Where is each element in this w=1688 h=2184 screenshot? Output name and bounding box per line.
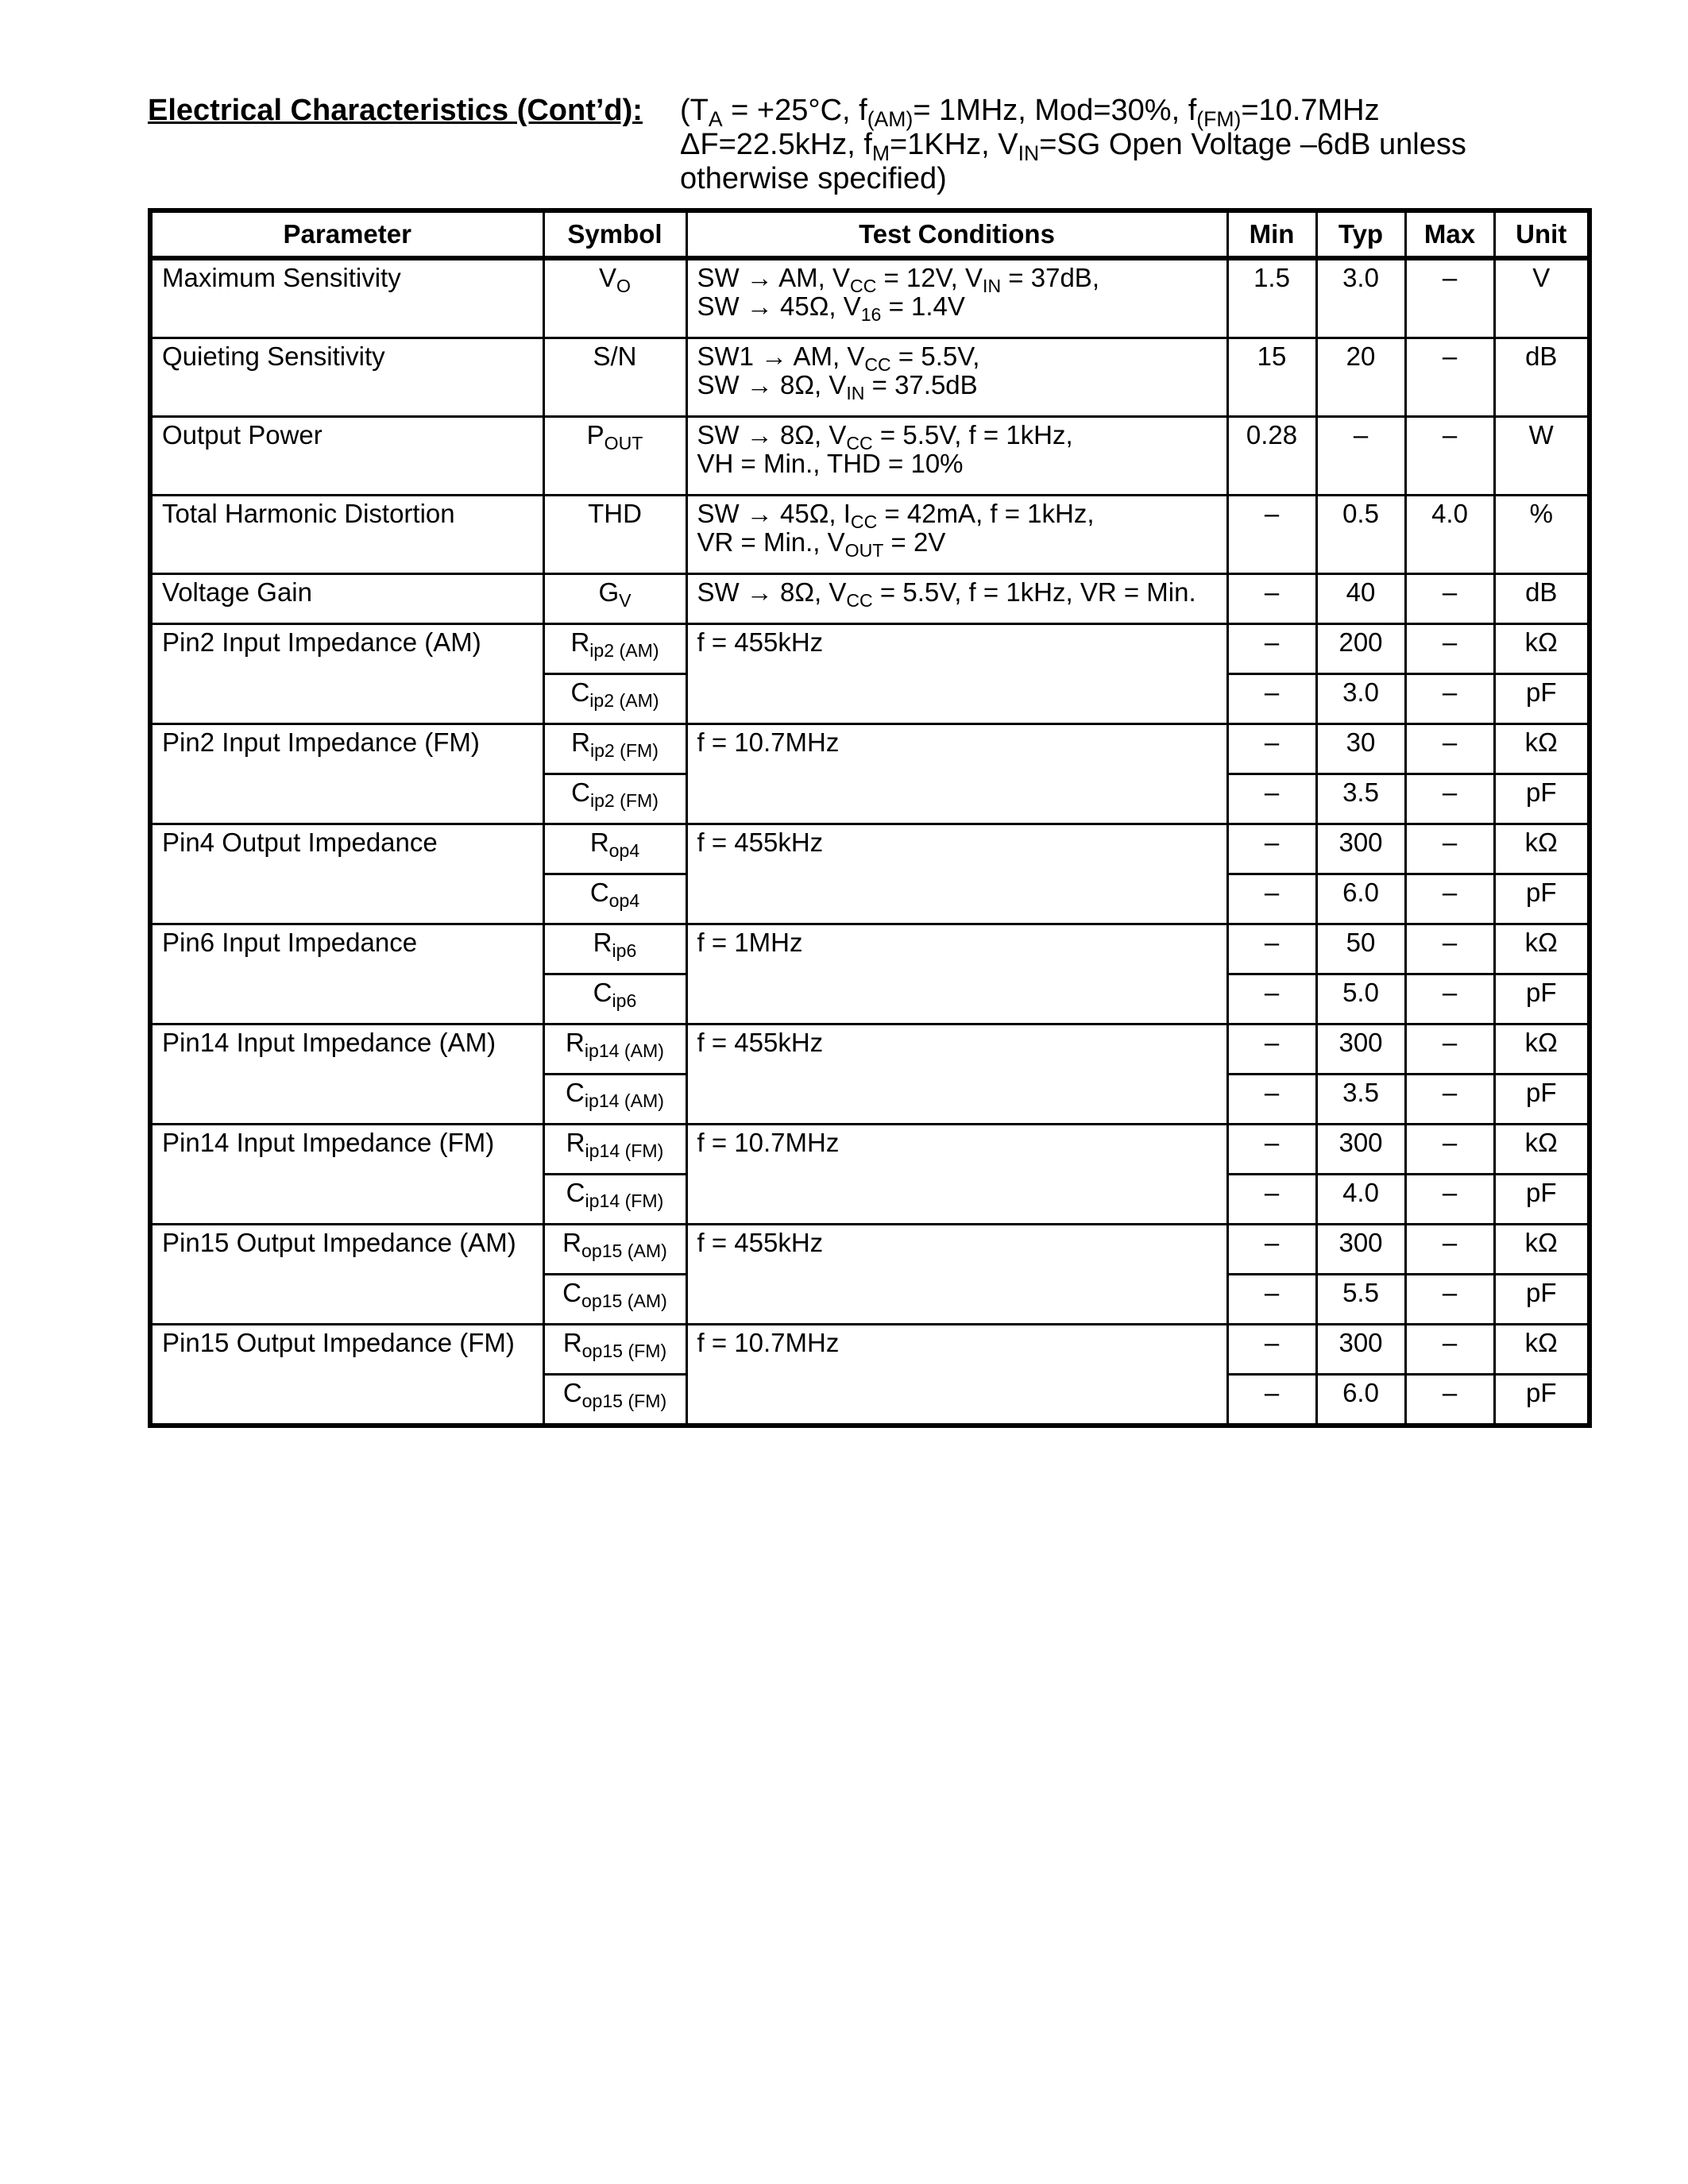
table-header-row [150,210,1590,258]
min-cell: 15 [1227,338,1316,417]
typ-cell: 3.5 [1316,1075,1405,1125]
parameter-cell: Maximum Sensitivity [150,258,543,338]
min-cell: – [1227,1125,1316,1175]
unit-cell: pF [1494,1175,1590,1225]
typ-cell: 200 [1316,624,1405,674]
min-cell: – [1227,1024,1316,1075]
condition-cell: f = 455kHz [686,1024,1227,1125]
max-cell: – [1405,1024,1494,1075]
table-row [150,496,1590,574]
unit-cell: % [1494,496,1590,574]
max-cell: – [1405,1325,1494,1375]
unit-cell: kΩ [1494,1225,1590,1275]
parameter-cell: Pin15 Output Impedance (FM) [150,1325,543,1426]
max-cell: – [1405,1075,1494,1125]
symbol-cell: $R_{op15 (AM)}$ [543,1225,686,1275]
typ-cell: 40 [1316,574,1405,624]
min-cell: – [1227,774,1316,824]
symbol-cell: $C_{ip14 (AM)}$ [543,1075,686,1125]
condition-line: SW → 45Ω, $I_{CC} = 42mA$, f = 1kHz, [697,499,1095,532]
condition-line: SW → 45Ω, $V_{16} = 1.4V$ [697,291,965,325]
typ-cell: 5.5 [1316,1275,1405,1325]
table-row [150,417,1590,496]
max-cell: – [1405,724,1494,774]
parameter-cell: Pin2 Input Impedance (AM) [150,624,543,724]
symbol-cell: $R_{ip2 (AM)}$ [543,624,686,674]
column-header: Test Conditions [686,210,1227,258]
max-cell: – [1405,574,1494,624]
table-row [150,258,1590,338]
symbol-cell: $C_{op15 (AM)}$ [543,1275,686,1325]
max-cell: – [1405,824,1494,874]
condition-cell: f = 455kHz [686,824,1227,924]
max-cell: – [1405,974,1494,1024]
symbol-cell: THD [543,496,686,574]
min-cell: – [1227,1275,1316,1325]
table-row [150,1325,1590,1375]
column-header: Parameter [150,210,543,258]
table-row [150,624,1590,674]
typ-cell: 3.0 [1316,258,1405,338]
typ-cell: 0.5 [1316,496,1405,574]
max-cell: – [1405,874,1494,924]
conditions-line-3: otherwise specified) [680,162,947,195]
unit-cell: W [1494,417,1590,496]
column-header: Typ [1316,210,1405,258]
min-cell: – [1227,1225,1316,1275]
max-cell: – [1405,774,1494,824]
table-row [150,574,1590,624]
max-cell: – [1405,674,1494,724]
min-cell: – [1227,624,1316,674]
unit-cell: kΩ [1494,924,1590,974]
table-row [150,1024,1590,1075]
max-cell: – [1405,1125,1494,1175]
min-cell: – [1227,1325,1316,1375]
max-cell: – [1405,338,1494,417]
unit-cell: kΩ [1494,1024,1590,1075]
table-row [150,724,1590,774]
parameter-cell: Pin6 Input Impedance [150,924,543,1024]
min-cell: – [1227,674,1316,724]
condition-cell: f = 10.7MHz [686,1325,1227,1426]
min-cell: – [1227,574,1316,624]
condition-cell: f = 1MHz [686,924,1227,1024]
min-cell: – [1227,924,1316,974]
symbol-cell: $C_{op15 (FM)}$ [543,1375,686,1426]
symbol-cell: $R_{op4}$ [543,824,686,874]
table-row [150,824,1590,874]
unit-cell: pF [1494,1075,1590,1125]
symbol-cell: $C_{op4}$ [543,874,686,924]
symbol-cell: $R_{ip6}$ [543,924,686,974]
typ-cell: 30 [1316,724,1405,774]
symbol-cell: $C_{ip14 (FM)}$ [543,1175,686,1225]
typ-cell: – [1316,417,1405,496]
table-row [150,338,1590,417]
conditions-line-2: ΔF=22.5kHz, $f_M=1KHz$, $V_{IN}=SG$ Open Voltage –6dB unless [680,128,1466,165]
max-cell: – [1405,417,1494,496]
table-row [150,924,1590,974]
condition-cell: f = 10.7MHz [686,724,1227,824]
unit-cell: dB [1494,338,1590,417]
parameter-cell: Pin2 Input Impedance (FM) [150,724,543,824]
parameter-cell: Voltage Gain [150,574,543,624]
min-cell: 1.5 [1227,258,1316,338]
condition-cell: f = 455kHz [686,1225,1227,1325]
typ-cell: 300 [1316,1125,1405,1175]
condition-line: SW → 8Ω, $V_{IN} = 37.5dB$ [697,370,978,403]
parameter-cell: Quieting Sensitivity [150,338,543,417]
table-row [150,1225,1590,1275]
max-cell: – [1405,1375,1494,1426]
symbol-cell: S/N [543,338,686,417]
unit-cell: kΩ [1494,624,1590,674]
unit-cell: dB [1494,574,1590,624]
unit-cell: kΩ [1494,1125,1590,1175]
typ-cell: 6.0 [1316,874,1405,924]
condition-cell [686,496,1227,574]
symbol-cell: $R_{ip14 (AM)}$ [543,1024,686,1075]
symbol-cell: $R_{ip14 (FM)}$ [543,1125,686,1175]
column-header: Unit [1494,210,1590,258]
min-cell: – [1227,1375,1316,1426]
symbol-cell: $P_{OUT}$ [543,417,686,496]
typ-cell: 300 [1316,1024,1405,1075]
max-cell: 4.0 [1405,496,1494,574]
table-row [150,1125,1590,1175]
conditions-line-1: ($T_A = +25^\circ C$, $f_{(AM)}= 1MHz$, Mod=30%, $f_{(FM)}=10.7MHz$ [680,94,1380,131]
column-header: Max [1405,210,1494,258]
unit-cell: pF [1494,1275,1590,1325]
symbol-cell: $V_O$ [543,258,686,338]
min-cell: – [1227,496,1316,574]
min-cell: – [1227,824,1316,874]
unit-cell: pF [1494,674,1590,724]
unit-cell: V [1494,258,1590,338]
typ-cell: 300 [1316,824,1405,874]
min-cell: – [1227,1175,1316,1225]
typ-cell: 50 [1316,924,1405,974]
unit-cell: kΩ [1494,1325,1590,1375]
typ-cell: 300 [1316,1225,1405,1275]
typ-cell: 300 [1316,1325,1405,1375]
max-cell: – [1405,624,1494,674]
column-header: Min [1227,210,1316,258]
column-header: Symbol [543,210,686,258]
parameter-cell: Pin4 Output Impedance [150,824,543,924]
unit-cell: kΩ [1494,824,1590,874]
typ-cell: 3.5 [1316,774,1405,824]
condition-cell: f = 455kHz [686,624,1227,724]
symbol-cell: $C_{ip2 (AM)}$ [543,674,686,724]
parameter-cell: Total Harmonic Distortion [150,496,543,574]
min-cell: 0.28 [1227,417,1316,496]
condition-line: SW → 8Ω, $V_{CC} = 5.5V$, f = 1kHz, [697,420,1073,453]
condition-line: SW → AM, $V_{CC} = 12V$, $V_{IN} = 37dB$, [697,263,1099,296]
condition-cell: SW → 8Ω, $V_{CC} = 5.5V$, f = 1kHz, VR = Min. [686,574,1227,624]
condition-cell [686,417,1227,496]
condition-line: SW1 → AM, $V_{CC} = 5.5V$, [697,341,980,375]
symbol-cell: $R_{op15 (FM)}$ [543,1325,686,1375]
max-cell: – [1405,1275,1494,1325]
max-cell: – [1405,1225,1494,1275]
min-cell: – [1227,974,1316,1024]
condition-cell: f = 10.7MHz [686,1125,1227,1225]
condition-line: VR = Min., $V_{OUT} = 2V$ [697,527,946,561]
symbol-cell: $C_{ip2 (FM)}$ [543,774,686,824]
symbol-cell: $C_{ip6}$ [543,974,686,1024]
typ-cell: 5.0 [1316,974,1405,1024]
unit-cell: pF [1494,774,1590,824]
unit-cell: pF [1494,1375,1590,1426]
symbol-cell: $G_V$ [543,574,686,624]
condition-line: VH = Min., THD = 10% [697,449,964,478]
unit-cell: pF [1494,974,1590,1024]
condition-cell [686,258,1227,338]
parameter-cell: Pin15 Output Impedance (AM) [150,1225,543,1325]
unit-cell: pF [1494,874,1590,924]
typ-cell: 4.0 [1316,1175,1405,1225]
min-cell: – [1227,1075,1316,1125]
max-cell: – [1405,258,1494,338]
symbol-cell: $R_{ip2 (FM)}$ [543,724,686,774]
max-cell: – [1405,1175,1494,1225]
parameter-cell: Output Power [150,417,543,496]
section-title: Electrical Characteristics (Cont’d): [148,94,643,127]
unit-cell: kΩ [1494,724,1590,774]
typ-cell: 20 [1316,338,1405,417]
min-cell: – [1227,724,1316,774]
test-conditions-note [680,94,1578,196]
electrical-characteristics-table [148,208,1592,1428]
condition-cell [686,338,1227,417]
parameter-cell: Pin14 Input Impedance (AM) [150,1024,543,1125]
max-cell: – [1405,924,1494,974]
min-cell: – [1227,874,1316,924]
parameter-cell: Pin14 Input Impedance (FM) [150,1125,543,1225]
typ-cell: 6.0 [1316,1375,1405,1426]
typ-cell: 3.0 [1316,674,1405,724]
